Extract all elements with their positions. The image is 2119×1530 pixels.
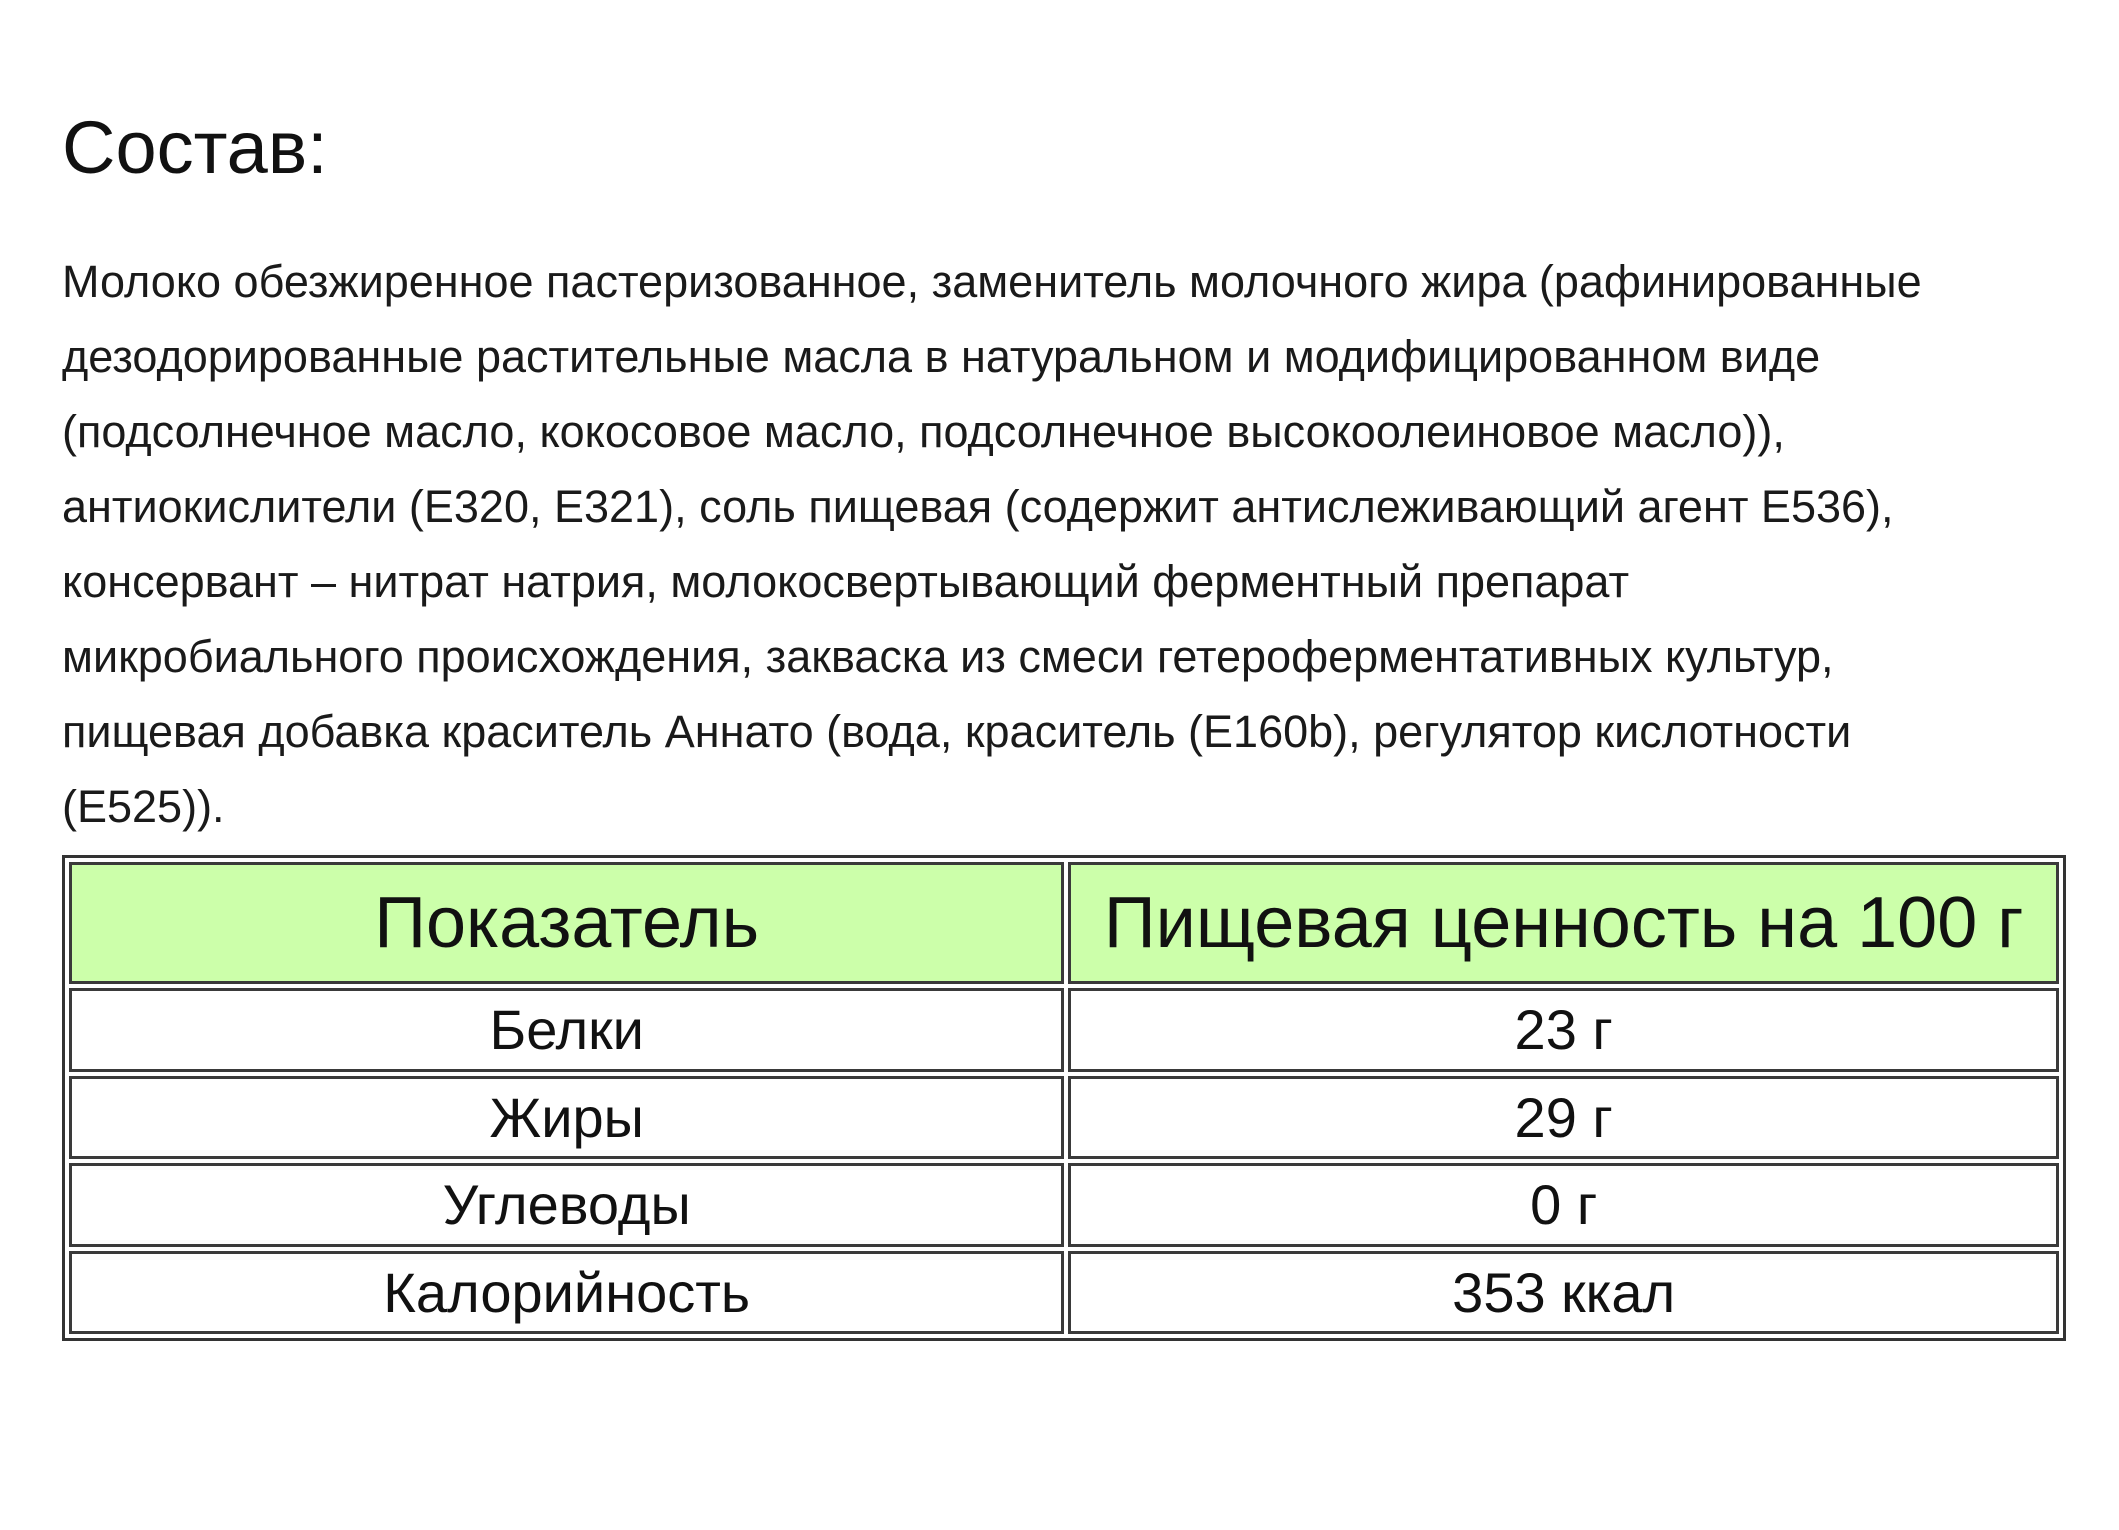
indicator-cell: Белки xyxy=(69,988,1064,1072)
table-row xyxy=(69,1076,2059,1160)
value-cell: 353 ккал xyxy=(1068,1251,2059,1335)
ingredients-line: микробиального происхождения, закваска из смеси гетероферментативных культур, xyxy=(62,631,1834,682)
nutrition-table xyxy=(62,855,2066,1341)
value-cell: 0 г xyxy=(1068,1163,2059,1247)
indicator-cell: Углеводы xyxy=(69,1163,1064,1247)
indicator-cell: Калорийность xyxy=(69,1251,1064,1335)
ingredients-line: Молоко обезжиренное пастеризованное, заменитель молочного жира (рафинированные xyxy=(62,256,1922,307)
page-title: Состав: xyxy=(62,106,328,189)
ingredients-line: антиокислители (Е320, Е321), соль пищевая (содержит антислеживающий агент Е536), xyxy=(62,481,1894,532)
table-row xyxy=(69,1163,2059,1247)
value-cell: 29 г xyxy=(1068,1076,2059,1160)
header-nutrition-value: Пищевая ценность на 100 г xyxy=(1068,862,2059,984)
table-header-row xyxy=(69,862,2059,984)
value-cell: 23 г xyxy=(1068,988,2059,1072)
ingredients-line: дезодорированные растительные масла в натуральном и модифицированном виде xyxy=(62,331,1821,382)
table-row xyxy=(69,1251,2059,1335)
ingredients-line: (Е525)). xyxy=(62,781,225,832)
header-indicator: Показатель xyxy=(69,862,1064,984)
table-row xyxy=(69,988,2059,1072)
ingredients-line: консервант – нитрат натрия, молокосвертывающий ферментный препарат xyxy=(62,556,1630,607)
indicator-cell: Жиры xyxy=(69,1076,1064,1160)
ingredients-line: (подсолнечное масло, кокосовое масло, подсолнечное высокоолеиновое масло)), xyxy=(62,406,1785,457)
ingredients-text xyxy=(62,244,2102,844)
ingredients-line: пищевая добавка краситель Аннато (вода, краситель (Е160b), регулятор кислотности xyxy=(62,706,1852,757)
